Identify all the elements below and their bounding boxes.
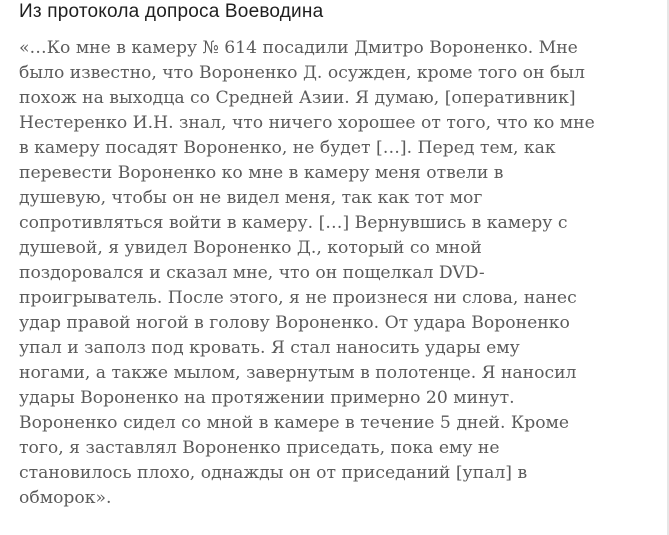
document-title: Из протокола допроса Воеводина (19, 1, 324, 22)
quote-line: было известно, что Вороненко Д. осужден, кроме того он был (19, 63, 585, 83)
quote-line: похож на выходца со Средней Азии. Я думаю, [оперативник] (19, 88, 576, 108)
quote-line: поздоровался и сказал мне, что он пощелкал DVD- (19, 263, 485, 283)
quote-line: перевести Вороненко ко мне в камеру меня отвели в (19, 163, 504, 183)
quote-line: удары Вороненко на протяжении примерно 20 минут. (19, 388, 515, 408)
quote-line: ногами, а также мылом, завернутым в полотенце. Я наносил (19, 363, 577, 383)
interrogation-quote (19, 36, 619, 511)
quote-line: становилось плохо, однажды он от приседаний [упал] в (19, 463, 528, 483)
quote-line: сопротивляться войти в камеру. […] Вернувшись в камеру с (19, 213, 568, 233)
quote-line: проигрыватель. После этого, я не произнеся ни слова, нанес (19, 288, 577, 308)
quote-line: обморок». (19, 488, 112, 508)
quote-line: душевую, чтобы он не видел меня, так как тот мог (19, 188, 483, 208)
quote-line: того, я заставлял Вороненко приседать, пока ему не (19, 438, 500, 458)
quote-line: Вороненко сидел со мной в камере в течение 5 дней. Кроме (19, 413, 570, 433)
quote-line: Нестеренко И.Н. знал, что ничего хорошее от того, что ко мне (19, 113, 595, 133)
quote-line: упал и заполз под кровать. Я стал наносить удары ему (19, 338, 520, 358)
quote-line: душевой, я увидел Вороненко Д., который со мной (19, 238, 482, 258)
quote-line: удар правой ногой в голову Вороненко. От удара Вороненко (19, 313, 570, 333)
quote-line: «…Ко мне в камеру № 614 посадили Дмитро Вороненко. Мне (19, 38, 578, 58)
quote-line: в камеру посадят Вороненко, не будет […]. Перед тем, как (19, 138, 556, 158)
